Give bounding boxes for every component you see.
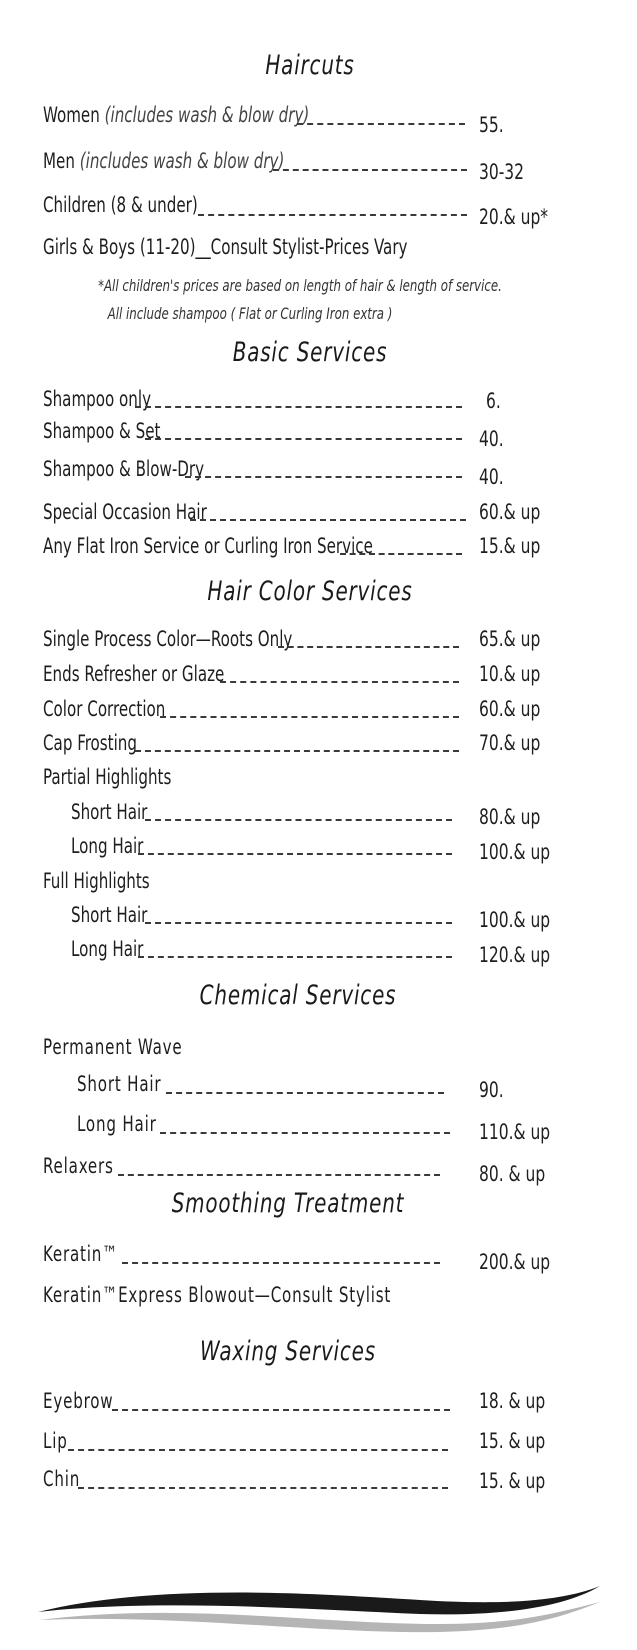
service-price: 70.& up xyxy=(479,731,541,755)
price-row-perm-short xyxy=(0,1072,637,1102)
service-price: 80.& up xyxy=(479,805,541,829)
price-row-perm-long xyxy=(0,1112,637,1142)
shampoo-footnote: All include shampoo ( Flat or Curling Iron extra ) xyxy=(107,304,393,323)
price-row-shampoo-only xyxy=(0,387,637,417)
service-label: Women xyxy=(43,103,100,127)
service-price: 15.& up xyxy=(479,534,541,558)
price-row-chin xyxy=(0,1467,637,1497)
service-price: 20.& up* xyxy=(479,205,549,229)
waxing-heading: Waxing Services xyxy=(200,1336,376,1367)
dotted-leader xyxy=(138,853,452,855)
dotted-leader xyxy=(185,476,462,478)
full-highlights-label: Full Highlights xyxy=(43,869,150,893)
service-price: 6. xyxy=(486,389,501,413)
service-label: Men xyxy=(43,149,75,173)
price-row-children xyxy=(0,193,637,229)
dotted-leader xyxy=(297,123,465,125)
dotted-leader xyxy=(145,438,462,440)
dotted-leader xyxy=(122,1262,440,1264)
dotted-leader xyxy=(118,1174,440,1176)
consult-note: __Consult Stylist-Prices Vary xyxy=(195,235,408,259)
price-row-ends-refresher xyxy=(0,662,637,692)
service-price: 80. & up xyxy=(479,1162,546,1186)
price-row-eyebrow xyxy=(0,1389,637,1419)
keratin-express-label: Keratin™Express Blowout—Consult Stylist xyxy=(43,1283,392,1307)
service-label: Keratin™ xyxy=(43,1242,119,1266)
service-label: Short Hair xyxy=(71,903,148,927)
service-price: 10.& up xyxy=(479,662,541,686)
service-price: 120.& up xyxy=(479,943,551,967)
price-row-shampoo-blowdry xyxy=(0,457,637,487)
service-price: 90. xyxy=(479,1078,504,1102)
service-price: 30-32 xyxy=(479,160,525,184)
service-label: Long Hair xyxy=(77,1112,157,1136)
service-label: Shampoo only xyxy=(43,387,152,411)
service-price: 110.& up xyxy=(479,1120,551,1144)
service-label: Special Occasion Hair xyxy=(43,500,207,524)
dotted-leader xyxy=(160,716,459,718)
price-row-cap-frosting xyxy=(0,731,637,761)
decorative-swoosh-icon xyxy=(0,1572,637,1642)
price-row-flat-iron xyxy=(0,534,637,564)
service-label: Short Hair xyxy=(77,1072,162,1096)
service-label: Short Hair xyxy=(71,800,148,824)
service-price: 200.& up xyxy=(479,1250,551,1274)
service-label: Any Flat Iron Service or Curling Iron Service xyxy=(43,534,373,558)
dotted-leader xyxy=(78,1487,448,1489)
dotted-leader xyxy=(68,1449,448,1451)
smoothing-heading: Smoothing Treatment xyxy=(171,1188,405,1219)
dotted-leader xyxy=(138,956,452,958)
service-price: 55. xyxy=(479,113,504,137)
basic-services-heading: Basic Services xyxy=(232,337,388,368)
service-price: 40. xyxy=(479,427,504,451)
hair-color-heading: Hair Color Services xyxy=(207,576,413,607)
service-label: Long Hair xyxy=(71,834,144,858)
service-price: 60.& up xyxy=(479,500,541,524)
service-label: Long Hair xyxy=(71,937,144,961)
price-row-partial-short xyxy=(0,800,637,830)
dotted-leader xyxy=(340,553,462,555)
dotted-leader xyxy=(145,819,452,821)
service-note: (includes wash & blow dry) xyxy=(79,149,285,173)
service-price: 15. & up xyxy=(479,1469,546,1493)
permanent-wave-label: Permanent Wave xyxy=(43,1035,183,1059)
service-label: Color Correction xyxy=(43,697,166,721)
price-row-single-process xyxy=(0,627,637,657)
price-row-men xyxy=(0,149,637,184)
dotted-leader xyxy=(273,169,467,171)
service-price: 60.& up xyxy=(479,697,541,721)
price-row-color-correction xyxy=(0,697,637,727)
dotted-leader xyxy=(135,406,462,408)
service-price: 18. & up xyxy=(479,1389,546,1413)
dotted-leader xyxy=(112,1409,450,1411)
swoosh-dark-stroke xyxy=(38,1586,600,1614)
dotted-leader xyxy=(220,681,459,683)
price-row-shampoo-set xyxy=(0,419,637,449)
dotted-leader xyxy=(135,750,459,752)
haircuts-heading: Haircuts xyxy=(265,50,355,81)
chemical-services-heading: Chemical Services xyxy=(199,980,397,1011)
price-row-teens xyxy=(0,235,637,265)
service-label: Chin xyxy=(43,1467,81,1491)
service-label: Ends Refresher or Glaze xyxy=(43,662,225,686)
dotted-leader xyxy=(190,519,466,521)
price-row-partial-long xyxy=(0,834,637,864)
service-label: Cap Frosting xyxy=(43,731,137,755)
children-footnote: *All children's prices are based on length of hair & length of service. xyxy=(98,276,502,295)
dotted-leader xyxy=(145,922,452,924)
dotted-leader xyxy=(166,1092,444,1094)
price-row-full-short xyxy=(0,903,637,933)
dotted-leader xyxy=(160,1132,450,1134)
service-label: Children (8 & under) xyxy=(43,193,198,217)
service-price: 100.& up xyxy=(479,840,551,864)
service-label: Eyebrow xyxy=(43,1389,114,1413)
service-label: Shampoo & Blow-Dry xyxy=(43,457,205,481)
service-label: Relaxers xyxy=(43,1154,114,1178)
price-row-full-long xyxy=(0,937,637,967)
service-label: Single Process Color—Roots Only xyxy=(43,627,293,651)
price-row-special-occasion xyxy=(0,500,637,530)
service-note: (includes wash & blow dry) xyxy=(104,103,310,127)
partial-highlights-label: Partial Highlights xyxy=(43,765,172,789)
service-label: Girls & Boys (11-20) xyxy=(43,235,196,259)
service-price: 65.& up xyxy=(479,627,541,651)
dotted-leader xyxy=(278,646,459,648)
dotted-leader xyxy=(198,214,467,216)
price-row-relaxers xyxy=(0,1154,637,1184)
service-price: 100.& up xyxy=(479,908,551,932)
service-price: 15. & up xyxy=(479,1429,546,1453)
price-row-women xyxy=(0,103,637,137)
price-row-lip xyxy=(0,1429,637,1459)
service-price: 40. xyxy=(479,465,504,489)
service-label: Lip xyxy=(43,1429,68,1453)
price-row-keratin xyxy=(0,1242,637,1272)
service-label: Shampoo & Set xyxy=(43,419,161,443)
